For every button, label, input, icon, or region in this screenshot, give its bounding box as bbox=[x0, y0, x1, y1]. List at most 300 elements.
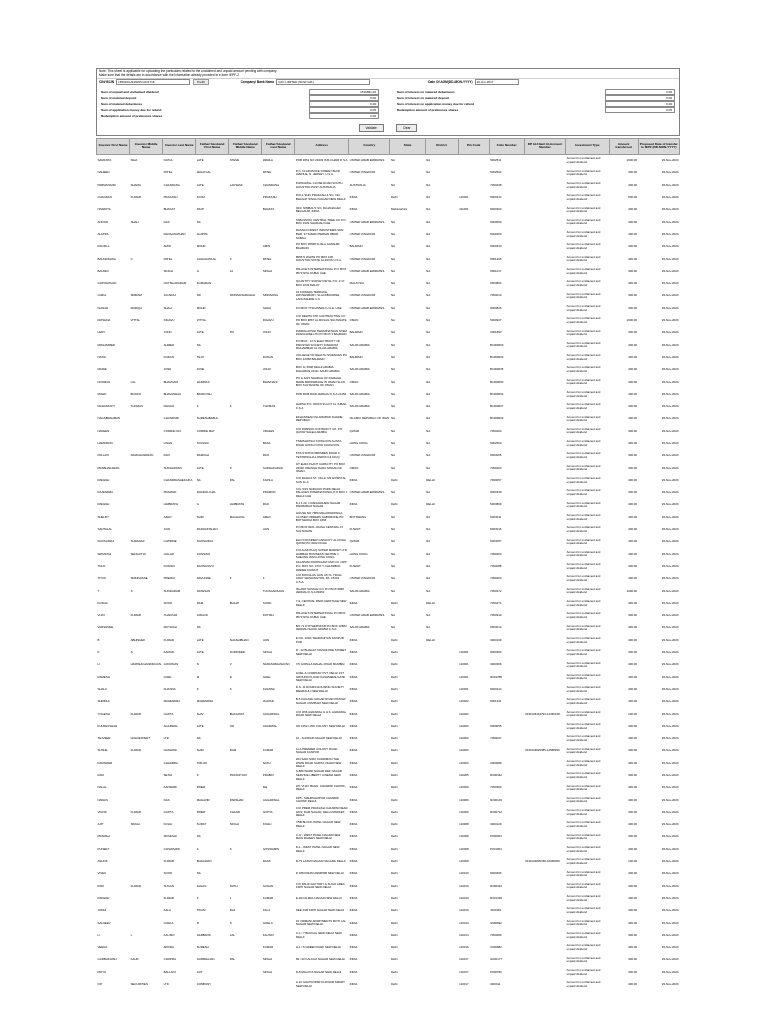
table-cell: CONSINO bbox=[196, 551, 211, 556]
table-cell bbox=[524, 880, 565, 892]
table-cell: C/O DEWTA STP CONTRACTING CO PO BOX 9867 AL RUSAIL SULTANATE OF OMAN bbox=[295, 314, 347, 326]
table-cell: 29-Nov-2020 bbox=[661, 404, 679, 409]
table-cell: 5002503 bbox=[490, 440, 502, 445]
table-row bbox=[97, 598, 680, 610]
table-cell bbox=[229, 376, 262, 388]
table-cell: VINOD bbox=[97, 809, 107, 814]
table-cell: IN30136410794-12330168 bbox=[525, 711, 560, 716]
table-cell: Amount for unclaimed and unpaid dividend bbox=[566, 660, 601, 669]
table-cell: C/O DAHLIA ST. VILLA 729 HOSPITAL SUN 11-A bbox=[295, 476, 346, 484]
sum-value[interactable]: 1516891.00 bbox=[309, 89, 379, 95]
table-cell: Amount for unclaimed and unpaid dividend bbox=[566, 881, 601, 890]
table-cell: 29-Nov-2020 bbox=[661, 711, 679, 716]
table-cell bbox=[130, 757, 163, 769]
table-cell: PRAKASH bbox=[163, 195, 178, 200]
table-cell bbox=[524, 868, 565, 880]
table-cell: ABHISHEK bbox=[130, 637, 146, 642]
table-cell: NA bbox=[426, 416, 431, 421]
table-cell bbox=[458, 524, 489, 536]
table-cell: PO bbox=[229, 330, 234, 335]
table-cell: Delhi bbox=[390, 699, 398, 704]
table-cell: NA bbox=[390, 318, 395, 323]
table-cell bbox=[458, 290, 489, 302]
table-cell: CORRIE MAY bbox=[196, 428, 215, 433]
table-cell: NA bbox=[426, 391, 431, 396]
table-cell: CHHAGANLAL bbox=[196, 256, 217, 261]
table-cell: 204 SARI NIRU KANDIMON THE WWW ROAD SARITA VIHAR NEW DELHI bbox=[295, 757, 342, 769]
table-cell: CORRIE NAY bbox=[163, 428, 182, 433]
table-cell: LATE bbox=[196, 330, 204, 335]
table-cell bbox=[524, 154, 565, 167]
table-cell: SINGH bbox=[262, 650, 272, 655]
table-cell bbox=[524, 647, 565, 659]
table-cell: SOOD bbox=[163, 871, 173, 876]
table-cell: ALAPPA bbox=[97, 231, 109, 236]
table-cell: MALAYSIA bbox=[349, 281, 364, 286]
table-cell bbox=[524, 733, 565, 745]
table-cell: KALA bbox=[163, 908, 172, 913]
table-cell: TIKAM bbox=[196, 908, 206, 913]
table-cell: RAKESH bbox=[97, 477, 110, 482]
column-header: Investor Middle Name bbox=[130, 138, 163, 154]
company-input[interactable]: GFC LIMITED (NOW GFL) bbox=[276, 79, 370, 85]
table-cell: VIJAY bbox=[97, 613, 106, 618]
table-cell: 110003 bbox=[459, 760, 469, 765]
table-row bbox=[97, 524, 680, 536]
table-cell bbox=[458, 167, 489, 179]
clear-button[interactable]: Clear bbox=[396, 124, 418, 132]
table-cell: 8955 N WHITE PO BOX 108 HOUSTON STATE ILLINOIS U.S.A. bbox=[295, 254, 342, 263]
table-cell: GOPINATHAN bbox=[97, 281, 117, 286]
table-cell: KOSHA bbox=[97, 600, 108, 605]
table-cell: PREM bbox=[196, 809, 206, 814]
table-cell: THAKKAR bbox=[163, 613, 178, 618]
table-cell: THOMAS bbox=[130, 404, 143, 409]
table-cell bbox=[130, 696, 163, 708]
table-cell: 3/7 ELRA PLANT CAPACITY PO BOX 23490 ORANGE DARA NISSAN OF OMAN bbox=[295, 462, 346, 474]
table-cell bbox=[524, 561, 565, 573]
table-cell: B1000003 bbox=[490, 416, 504, 421]
table-cell: PREM bbox=[196, 785, 206, 790]
table-cell: 400.00 bbox=[628, 477, 637, 482]
table-row bbox=[97, 561, 680, 573]
table-cell: 400.00 bbox=[628, 662, 637, 667]
table-cell: PATEL bbox=[262, 256, 272, 261]
table-cell: 29-Nov-2020 bbox=[661, 932, 679, 937]
table-cell: Amount for unclaimed and unpaid dividend bbox=[566, 771, 601, 779]
table-cell bbox=[229, 450, 262, 462]
table-cell: 5000330 bbox=[490, 490, 502, 495]
table-cell: 110017 bbox=[459, 982, 469, 987]
table-cell bbox=[524, 425, 565, 437]
table-cell: E-304 ALMAL NAGAR NEW DELHI bbox=[295, 895, 342, 900]
table-cell: DUDAN bbox=[262, 354, 274, 359]
table-cell bbox=[229, 192, 262, 204]
table-cell: 29-Nov-2020 bbox=[661, 527, 679, 532]
table-cell: 29-Nov-2020 bbox=[661, 945, 679, 950]
table-cell: Delhi bbox=[390, 834, 398, 839]
table-cell: INDIA bbox=[349, 908, 358, 913]
table-cell: Amount for unclaimed and unpaid dividend bbox=[566, 820, 601, 828]
table-row bbox=[97, 327, 680, 339]
table-cell: SUSHIL bbox=[97, 748, 108, 753]
table-cell bbox=[458, 450, 489, 462]
table-cell: 400.00 bbox=[628, 871, 637, 876]
sum-value[interactable]: 0.00 bbox=[605, 107, 675, 113]
table-cell bbox=[262, 979, 295, 991]
validate-button[interactable]: Validate bbox=[359, 124, 384, 132]
table-cell: Amount for unclaimed and unpaid dividend bbox=[566, 746, 601, 755]
table-cell: PRAKASH bbox=[262, 195, 277, 200]
sum-value[interactable]: 0.00 bbox=[605, 101, 675, 107]
table-row bbox=[97, 720, 680, 732]
table-cell: INDIA bbox=[349, 600, 358, 605]
table-cell: BHAVNANI bbox=[163, 379, 179, 384]
table-cell bbox=[130, 684, 163, 696]
table-cell bbox=[425, 917, 458, 929]
table-cell bbox=[229, 524, 262, 536]
table-cell: MOHD bbox=[196, 305, 206, 310]
table-cell bbox=[524, 179, 565, 191]
table-cell: KOHLI bbox=[163, 822, 173, 827]
table-cell: 110003 bbox=[459, 748, 469, 753]
table-cell bbox=[229, 438, 262, 450]
table-cell: 400.00 bbox=[628, 354, 637, 359]
table-cell: 400.00 bbox=[628, 686, 637, 691]
table-cell bbox=[130, 229, 163, 241]
table-cell: 15 VIRMANI APARTMENTS MOTI LAL NAGAR NEW DELHI bbox=[295, 918, 346, 927]
cin-label: CIN/ BCIN bbox=[99, 80, 115, 85]
table-cell: INDIA bbox=[349, 809, 358, 814]
table-cell: C/O DOBSON CONTRACT CO. PO QATAR SALEH ARABIA bbox=[295, 426, 343, 435]
table-cell: Delhi bbox=[390, 822, 398, 827]
table-cell: SOOD bbox=[163, 600, 173, 605]
table-cell: 400.00 bbox=[628, 600, 637, 605]
table-cell: UNITED ARAB EMIRATES bbox=[349, 158, 385, 163]
table-cell bbox=[130, 856, 163, 868]
table-cell: Delhi bbox=[390, 662, 398, 667]
table-cell: NATTALAPARAM bbox=[163, 281, 187, 286]
table-cell: NAWAS bbox=[97, 797, 108, 802]
table-cell: B1000002 bbox=[490, 391, 504, 396]
table-cell: SHASHIBHAN bbox=[229, 637, 249, 642]
cin-input[interactable]: L65910GJ1993PLC021716 bbox=[116, 79, 190, 85]
agm-date-input[interactable]: 26-Jun-2017 bbox=[475, 79, 519, 85]
table-cell bbox=[524, 573, 565, 585]
table-cell bbox=[458, 327, 489, 339]
table-cell: BAHRAIN bbox=[349, 244, 363, 249]
table-cell: 29-Nov-2020 bbox=[661, 170, 679, 175]
table-row bbox=[97, 610, 680, 622]
table-cell: VITTAL bbox=[130, 318, 141, 323]
table-cell: NA bbox=[390, 330, 395, 335]
table-row bbox=[97, 966, 680, 978]
table-row bbox=[97, 475, 680, 487]
table-cell: R001339 bbox=[490, 895, 502, 900]
table-cell: 29-Nov-2020 bbox=[661, 379, 679, 384]
table-cell: Amount for unclaimed and unpaid dividend bbox=[566, 709, 601, 718]
table-cell: INDIA bbox=[349, 883, 358, 888]
table-cell bbox=[524, 585, 565, 597]
table-cell: VEENA bbox=[97, 945, 108, 950]
sum-label: Sum of application money due for refund bbox=[101, 107, 162, 112]
table-cell: KUMAR bbox=[130, 809, 142, 814]
table-cell: SHIV bbox=[196, 711, 204, 716]
table-cell: KALAPANI ROOPALAM CAR CO. OPP P.O. BOX NO. 4707 T CHANDBOL WADEE KUWAIT bbox=[295, 560, 347, 572]
table-cell: NA bbox=[390, 563, 395, 568]
table-cell: R000712 bbox=[490, 809, 502, 814]
table-cell: NA bbox=[390, 551, 395, 556]
table-cell bbox=[130, 425, 163, 437]
table-cell: SURESH bbox=[196, 945, 209, 950]
table-cell: 5000050 bbox=[490, 219, 502, 224]
table-cell bbox=[425, 696, 458, 708]
sum-row bbox=[101, 113, 379, 119]
table-cell: 7000919 bbox=[490, 613, 502, 618]
table-cell: NAVEEN bbox=[97, 428, 110, 433]
table-cell: Amount for unclaimed and unpaid dividend bbox=[566, 291, 601, 300]
table-row bbox=[97, 868, 680, 880]
table-cell: NA bbox=[196, 342, 201, 347]
table-cell: PRABIO bbox=[262, 773, 274, 777]
table-cell: POB 9038 RIAD JEDDAH K.S.A 21453 bbox=[295, 391, 347, 396]
table-cell: 400.00 bbox=[628, 760, 637, 765]
table-cell: NA bbox=[426, 342, 431, 347]
table-cell: SHAH bbox=[262, 305, 271, 310]
table-cell: 400.00 bbox=[628, 440, 637, 445]
table-cell: Amount for unclaimed and unpaid dividend bbox=[566, 242, 601, 251]
table-cell: NA bbox=[426, 367, 431, 372]
table-cell: RAOFILL bbox=[97, 244, 110, 249]
action-buttons bbox=[97, 122, 679, 135]
table-cell: RAMCHANDRAN bbox=[130, 453, 154, 458]
table-cell: NA bbox=[426, 563, 431, 568]
table-cell: 400.00 bbox=[628, 551, 637, 556]
table-cell: NA bbox=[426, 428, 431, 433]
table-row bbox=[97, 622, 680, 634]
column-header: Investor First Name bbox=[97, 138, 130, 154]
table-cell bbox=[229, 167, 262, 179]
cin-row bbox=[97, 78, 679, 86]
table-cell: RAMCHA bbox=[196, 453, 210, 458]
table-cell: 29-Nov-2020 bbox=[661, 354, 679, 359]
table-cell: BASA bbox=[262, 440, 271, 445]
table-cell bbox=[229, 204, 262, 216]
table-cell: GOSWAMIN bbox=[262, 846, 280, 851]
table-cell bbox=[458, 339, 489, 351]
table-cell: Amount for unclaimed and unpaid dividend bbox=[566, 414, 601, 423]
table-cell bbox=[229, 536, 262, 548]
table-cell: UNITED KINGDOM bbox=[349, 293, 375, 298]
table-cell bbox=[458, 216, 489, 228]
sum-value[interactable]: 0.00 bbox=[605, 89, 675, 95]
table-cell bbox=[458, 622, 489, 634]
table-cell bbox=[425, 979, 458, 991]
table-cell: ASHOK bbox=[97, 859, 108, 864]
table-cell: 400.00 bbox=[628, 957, 637, 962]
table-cell: 7000080 bbox=[490, 932, 502, 937]
table-cell: NA bbox=[390, 453, 395, 458]
table-row bbox=[97, 684, 680, 696]
table-cell bbox=[458, 352, 489, 364]
table-cell: INDIA bbox=[349, 736, 358, 741]
table-row bbox=[97, 905, 680, 917]
table-cell: 29-Nov-2020 bbox=[661, 859, 679, 864]
table-cell: G000177 bbox=[490, 957, 503, 962]
table-cell: NA bbox=[426, 207, 431, 212]
table-cell: NA bbox=[390, 305, 395, 310]
table-cell: THYAGARAJAN bbox=[262, 588, 284, 593]
table-cell: UNITED KINGDOM bbox=[349, 453, 375, 458]
table-cell: NA bbox=[426, 551, 431, 556]
table-cell: INDIA bbox=[349, 662, 358, 667]
sums-right bbox=[397, 89, 675, 119]
table-cell: 400.00 bbox=[628, 281, 637, 286]
table-cell: INDIA bbox=[349, 711, 358, 716]
table-cell: TRILOK bbox=[196, 760, 208, 765]
table-row bbox=[97, 548, 680, 560]
table-cell: 400.00 bbox=[628, 674, 637, 679]
table-cell: AMIN bbox=[262, 244, 271, 249]
sum-value[interactable]: 0.00 bbox=[309, 101, 379, 107]
table-cell: OMAN bbox=[349, 465, 359, 470]
table-cell: 400.00 bbox=[628, 748, 637, 753]
table-cell bbox=[130, 462, 163, 474]
table-cell: Amount for unclaimed and unpaid dividend bbox=[566, 168, 601, 177]
table-cell: NA bbox=[390, 527, 395, 532]
table-cell: GOEL & COMPANY PVT. DELHI 1ST GROUND FLOOR KASHMERE GATE NEW DELHI bbox=[295, 671, 345, 683]
table-cell: Amount for unclaimed and unpaid dividend bbox=[566, 537, 601, 546]
table-cell: Delhi bbox=[390, 982, 398, 987]
sum-label: Sum of unpaid and unclaimed dividend bbox=[101, 89, 159, 94]
table-cell bbox=[425, 893, 458, 905]
table-cell bbox=[262, 413, 295, 425]
table-cell: Amount for unclaimed and unpaid dividend bbox=[566, 353, 601, 361]
table-cell: Delhi bbox=[390, 797, 398, 802]
table-cell: Amount for unclaimed and unpaid dividend bbox=[566, 943, 601, 951]
sum-value[interactable]: 0.00 bbox=[605, 95, 675, 101]
table-cell: YOGESH bbox=[97, 711, 110, 716]
table-cell: L bbox=[229, 895, 232, 900]
table-cell: SANJEEV bbox=[97, 920, 111, 925]
table-cell: NA bbox=[390, 256, 395, 261]
table-cell: JUNE bbox=[163, 367, 172, 372]
prefill-button[interactable]: Prefill bbox=[193, 79, 209, 85]
table-cell: AGGARWAL bbox=[262, 711, 280, 716]
table-cell: 29-Nov-2020 bbox=[661, 588, 679, 593]
table-cell: KUWAIT bbox=[349, 527, 361, 532]
table-cell: 400.00 bbox=[628, 945, 637, 950]
table-cell bbox=[130, 831, 163, 843]
table-cell: HOUSE NO 7989 MALAWARONGA CLOSED ORDERS GABORONE PO BOTSWANA BOX 1666 bbox=[295, 511, 344, 523]
table-cell: DUNIAN bbox=[163, 563, 175, 568]
table-cell: KUWAIT bbox=[349, 563, 361, 568]
table-cell bbox=[130, 843, 163, 855]
table-cell bbox=[524, 942, 565, 954]
table-cell: UNITED ARAB EMIRATES bbox=[349, 219, 385, 224]
table-cell: INDIA bbox=[349, 785, 358, 790]
table-row bbox=[97, 487, 680, 499]
table-cell bbox=[524, 450, 565, 462]
table-cell: NA bbox=[196, 219, 201, 224]
table-cell bbox=[130, 782, 163, 794]
table-cell: 400.00 bbox=[628, 330, 637, 335]
table-cell bbox=[229, 696, 262, 708]
table-cell: HONG KONG bbox=[349, 440, 368, 445]
table-cell: SINGH bbox=[262, 969, 272, 974]
table-cell: K bbox=[196, 404, 199, 409]
table-cell: PATEL bbox=[262, 170, 272, 175]
table-cell: 5000433 bbox=[490, 244, 502, 249]
table-cell: KAMAD bbox=[163, 650, 174, 655]
table-cell: G bbox=[196, 502, 199, 507]
table-cell: B1000003 bbox=[490, 354, 504, 359]
table-cell: 400.00 bbox=[628, 293, 637, 298]
table-cell: 29-Nov-2020 bbox=[661, 748, 679, 753]
table-cell: NA bbox=[390, 514, 395, 519]
table-cell: Raj bbox=[262, 785, 268, 790]
table-cell: 7000088 bbox=[490, 563, 502, 568]
sums-grid bbox=[97, 86, 679, 122]
table-cell: 29-Nov-2020 bbox=[661, 318, 679, 323]
sum-value[interactable]: 0.00 bbox=[309, 107, 379, 113]
table-cell: K bbox=[229, 404, 232, 409]
sum-value[interactable]: 0.00 bbox=[309, 113, 379, 119]
table-cell: Delhi bbox=[390, 785, 398, 790]
table-cell: GOUDNAS bbox=[163, 662, 179, 667]
table-cell bbox=[130, 561, 163, 573]
table-cell: CHIKA bbox=[97, 293, 107, 298]
table-cell: NA bbox=[390, 588, 395, 593]
table-row bbox=[97, 192, 680, 204]
table-cell bbox=[458, 388, 489, 400]
table-cell: NA bbox=[426, 281, 431, 286]
table-cell: 110008 bbox=[459, 822, 469, 827]
table-row bbox=[97, 856, 680, 868]
table-cell bbox=[130, 671, 163, 683]
table-cell: PALACE'S INTERNATIONAL P.O.BOX 9573 NISL DUBAI UAE bbox=[295, 611, 346, 619]
table-cell bbox=[262, 388, 295, 400]
table-cell: 400.00 bbox=[628, 785, 637, 790]
table-cell: BAHRAIN bbox=[349, 354, 363, 359]
table-row bbox=[97, 819, 680, 831]
sum-value[interactable]: 0.00 bbox=[309, 95, 379, 101]
table-cell: Amount for unclaimed and unpaid dividend bbox=[566, 844, 601, 853]
table-cell bbox=[458, 573, 489, 585]
table-cell: HARSH P.O. 3000 D'FLUCT AL JUBAIL K.S.A bbox=[295, 402, 347, 410]
table-cell: Delhi bbox=[390, 920, 398, 925]
table-cell: K bbox=[196, 686, 199, 691]
table-cell: NA bbox=[390, 281, 395, 286]
table-row bbox=[97, 782, 680, 794]
table-cell bbox=[458, 610, 489, 622]
table-cell: 7/6 GOPALA MAHAL ROAD MUMBAI bbox=[295, 662, 345, 667]
table-cell: NA bbox=[390, 268, 395, 273]
table-cell: INDIA bbox=[349, 871, 358, 876]
table-cell: PRAMOD bbox=[163, 490, 177, 495]
table-cell: K bbox=[196, 773, 199, 777]
table-cell: D - 12 BHAGAT KOZHIKODE STREET NEW DELHI bbox=[295, 648, 347, 656]
table-cell: NA bbox=[390, 391, 395, 396]
table-cell: 400.00 bbox=[628, 822, 637, 827]
table-cell: 110013 bbox=[459, 920, 469, 925]
column-header: Father/ Husband First Name bbox=[196, 138, 229, 154]
table-cell bbox=[524, 819, 565, 831]
table-cell: 67/6 STATION BRISBEN ROAD 9 TESTRINGHA LONDON HI 10UQ bbox=[295, 451, 340, 460]
table-cell: HAIBRATH bbox=[163, 502, 179, 507]
table-row bbox=[97, 585, 680, 597]
table-cell: P.O.BOX 8221 JOANA CENTRAL 47 SULTANATE bbox=[295, 525, 344, 533]
